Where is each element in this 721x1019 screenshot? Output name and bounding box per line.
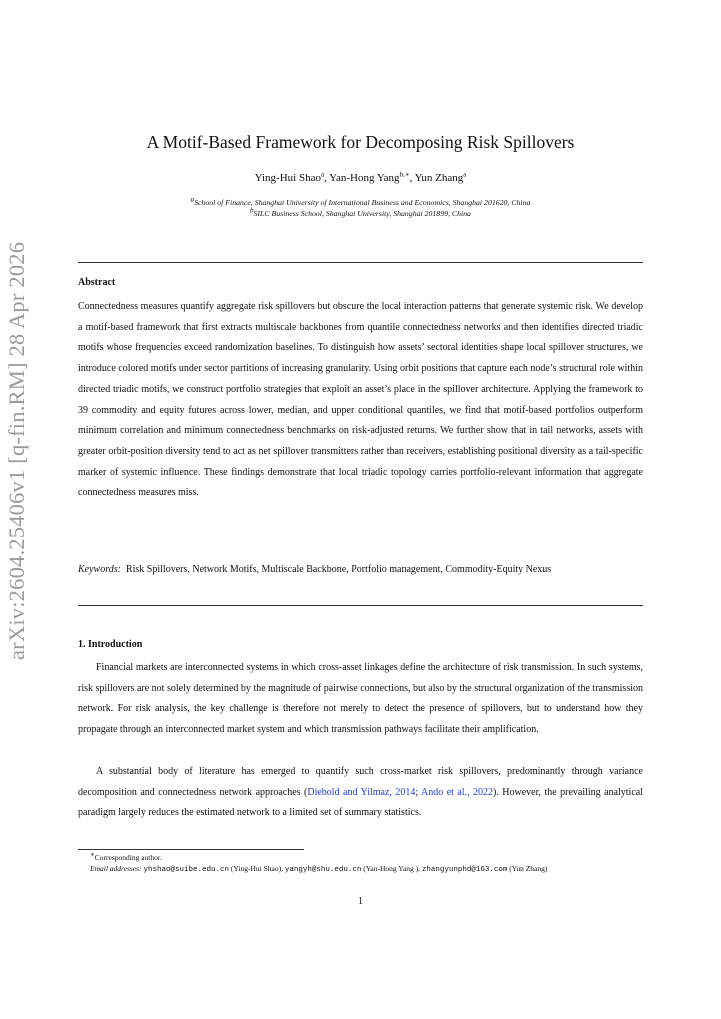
- divider: [78, 262, 643, 263]
- author-separator: ,: [324, 172, 330, 184]
- paper-title: A Motif-Based Framework for Decomposing Risk Spillovers: [146, 132, 575, 152]
- affil-mark: a: [190, 195, 195, 204]
- email-owner: (Ying-Hui Shao),: [228, 864, 285, 873]
- affil-text: SILC Business School, Shanghai University, Shanghai 201899, China: [253, 209, 471, 218]
- paragraph-text: ). However, the prevailing analytical paradigm largely reduces the estimated network to a limited set of summary statistics.: [78, 786, 643, 819]
- paragraph: [78, 762, 643, 824]
- abstract-heading: Abstract: [78, 277, 116, 288]
- author-affil-mark: a: [463, 170, 467, 179]
- footnote-emails: [78, 864, 643, 876]
- affil-text: School of Finance, Shanghai University of International Business and Economics, Shanghai 201620, China: [194, 198, 531, 207]
- email-address[interactable]: yhshao@suibe.edu.cn: [143, 866, 229, 874]
- paragraph: Financial markets are interconnected systems in which cross-asset linkages define the architecture of risk transmission. In such systems, risk spillovers are not solely determined by the magnitude of pairwise connections, but also by the structural organization of the transmission network. For risk analysis, the key challenge is therefore not merely to detect the presence of spillovers, but to understand how they propagate through an interconnected market system and which transmission pathways facilitate their amplification.: [78, 662, 643, 736]
- author-separator: ,: [409, 172, 415, 184]
- citation-separator: ;: [415, 786, 422, 798]
- citation-link[interactable]: Diebold and Yilmaz, 2014: [307, 786, 416, 798]
- email-owner: (Yan-Hong Yang ),: [361, 864, 422, 873]
- author-affil-mark: a: [320, 170, 325, 179]
- author-name: Yan-Hong Yang: [329, 172, 400, 184]
- footnote-mark: ∗: [90, 850, 95, 859]
- email-owner: (Yun Zhang): [507, 864, 548, 873]
- email-address[interactable]: zhangyunphd@163.com: [421, 866, 508, 874]
- author-name: Yun Zhang: [414, 172, 464, 184]
- email-address[interactable]: yangyh@shu.edu.cn: [284, 866, 362, 874]
- author-list: [0, 172, 721, 184]
- author-name: Ying-Hui Shao: [254, 172, 321, 184]
- divider: [78, 605, 643, 606]
- paragraph-text: A substantial body of literature has emerged to quantify such cross-market risk spillovers, predominantly through variance decomposition and connectedness network approaches (: [78, 766, 643, 798]
- affiliation: [0, 195, 721, 207]
- email-label: Email addresses:: [90, 864, 142, 873]
- affil-mark: b: [250, 206, 254, 215]
- section-heading: 1. Introduction: [78, 639, 143, 650]
- affiliation: [0, 206, 721, 218]
- keywords-label: Keywords:: [78, 564, 121, 575]
- footnote-text: Corresponding author.: [94, 853, 162, 862]
- arxiv-identifier: arXiv:2604.25406v1 [q-fin.RM] 28 Apr 2026: [4, 241, 29, 660]
- author-affil-mark: b,∗: [399, 170, 410, 179]
- abstract-text: Connectedness measures quantify aggregate risk spillovers but obscure the local interaction patterns that generate systemic risk. We develop a motif-based framework that first extracts multiscale backbones from quantile connectedness networks and then identifies directed triadic motifs whose frequencies exceed randomization baselines. To distinguish how assets’ sectoral identities shape local spillover structures, we introduce colored motifs under sector partitions of increasing granularity. Using orbit positions that capture each node’s structural role within directed triadic motifs, we construct portfolio strategies that exploit an asset’s place in the spillover architecture. Applying the framework to 39 commodity and equity futures across lower, median, and upper conditional quantiles, we find that motif-based portfolios outperform minimum correlation and minimum connectedness benchmarks on risk-adjusted returns. We further show that in tail networks, assets with greater orbit-position diversity tend to act as net spillover transmitters rather than receivers, establishing positional diversity as a tail-specific marker of systemic influence. These findings demonstrate that local triadic topology carries portfolio-relevant information that aggregate connectedness measures miss.: [78, 301, 643, 499]
- keywords: [78, 560, 643, 579]
- footnote-divider: [78, 849, 304, 850]
- keywords-text: Risk Spillovers, Network Motifs, Multiscale Backbone, Portfolio management, Commodity-Equity Nexus: [125, 564, 552, 575]
- citation-link[interactable]: Ando et al., 2022: [421, 786, 494, 798]
- footnote-corresponding: [78, 850, 643, 864]
- page-number: 1: [358, 896, 363, 907]
